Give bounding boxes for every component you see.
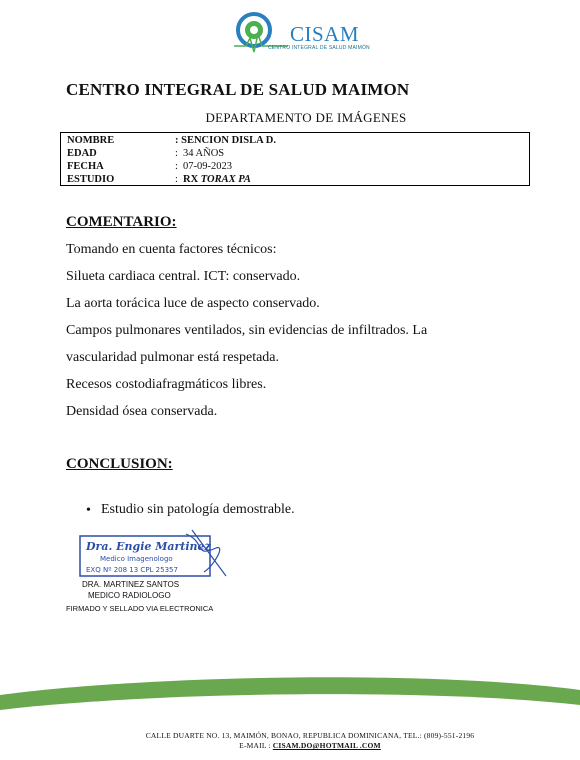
info-value: 07-09-2023 <box>183 161 232 172</box>
study-view: TORAX PA <box>200 174 251 185</box>
footer-address: CALLE DUARTE NO. 13, MAIMÓN, BONAO, REPUBLICA DOMINICANA, TEL.: (809)-551-2196 <box>145 731 475 740</box>
study-type: RX <box>183 174 199 185</box>
footer-email-label: E-MAIL : <box>239 741 271 750</box>
comment-line: Campos pulmonares ventilados, sin evidencias de infiltrados. La <box>66 323 428 338</box>
info-label: ESTUDIO <box>67 174 115 185</box>
stamp-exq: EXQ Nº 208 13 CPL 25357 <box>86 566 178 574</box>
stamp-title: Medico Imagenologo <box>100 555 173 563</box>
bullet-icon: • <box>86 503 91 518</box>
comment-line: Silueta cardiaca central. ICT: conservado. <box>66 269 301 284</box>
signer-block <box>82 579 179 601</box>
info-value: 34 AÑOS <box>183 148 225 159</box>
comentario-heading: COMENTARIO: <box>66 214 177 230</box>
conclusion-heading: CONCLUSION: <box>66 456 173 472</box>
comment-line: Tomando en cuenta factores técnicos: <box>66 242 277 257</box>
patient-info-box <box>60 132 530 186</box>
signature-stamp <box>76 528 236 582</box>
info-colon: : <box>175 161 178 172</box>
signer-name: DRA. MARTINEZ SANTOS <box>82 580 180 589</box>
info-value: : SENCION DISLA D. <box>175 135 276 146</box>
comment-line: Densidad ósea conservada. <box>66 404 218 419</box>
signer-title: MEDICO RADIOLOGO <box>88 591 171 600</box>
logo-text: CISAM <box>290 22 360 46</box>
comment-line: vascularidad pulmonar está respetada. <box>66 350 280 365</box>
info-label: NOMBRE <box>67 135 115 146</box>
footer-email-link[interactable]: CISAM.DO@HOTMAIL .COM <box>272 741 381 750</box>
conclusion-item: Estudio sin patología demostrable. <box>101 502 295 517</box>
signature-note: FIRMADO Y SELLADO VIA ELECTRONICA <box>66 604 214 613</box>
info-value <box>183 173 251 186</box>
footer-email-line <box>60 741 560 750</box>
stamp-name: Dra. Engie Martinez <box>86 540 211 553</box>
signature-scribble <box>186 530 226 576</box>
department-label: DEPARTAMENTO DE IMÁGENES <box>205 110 407 125</box>
report-title: CENTRO INTEGRAL DE SALUD MAIMON <box>66 80 410 99</box>
info-label: FECHA <box>67 161 104 172</box>
comment-line: La aorta torácica luce de aspecto conservado. <box>66 296 320 311</box>
comment-line: Recesos costodiafragmáticos libres. <box>66 377 267 392</box>
info-colon: : <box>175 148 178 159</box>
info-label: EDAD <box>67 148 97 159</box>
logo-subtitle: CENTRO INTEGRAL DE SALUD MAIMÓN <box>268 45 370 51</box>
info-colon: : <box>175 174 178 185</box>
